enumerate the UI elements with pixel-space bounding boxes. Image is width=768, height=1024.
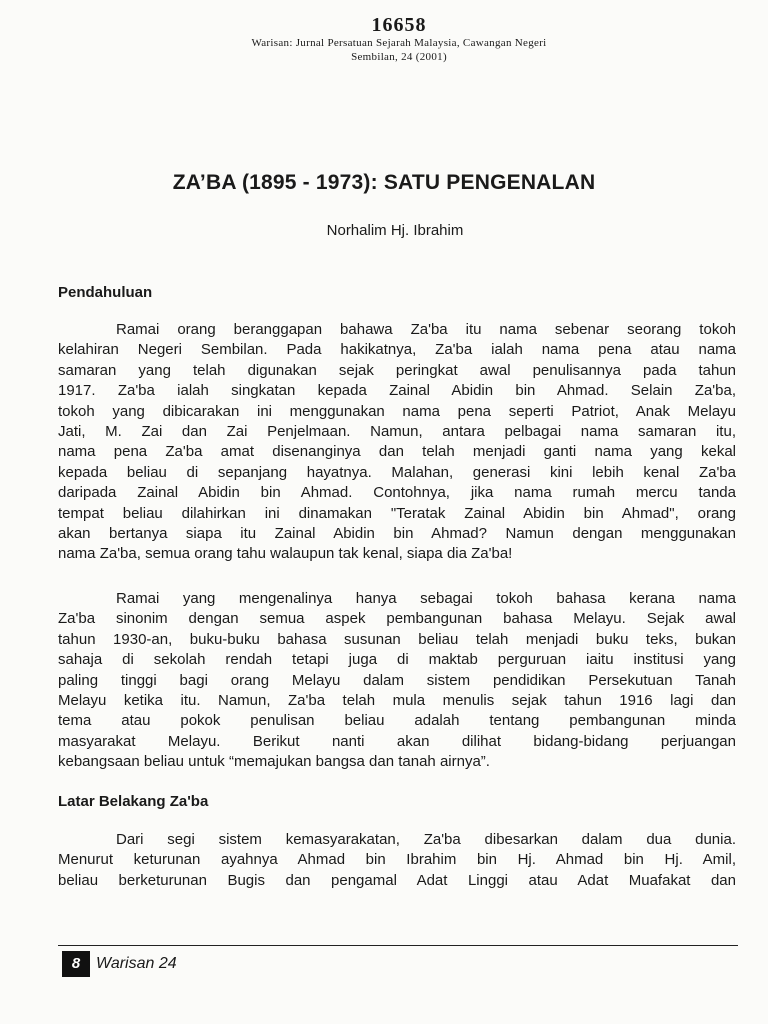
text-line: Ramai yang mengenalinya hanya sebagai tokoh bahasa kerana nama (116, 590, 736, 607)
page-number: 8 (62, 951, 90, 977)
text-line: paling tinggi bagi orang Melayu dalam sistem pendidikan Persekutuan Tanah (58, 671, 736, 689)
paragraph-2 (58, 589, 736, 773)
text-line: Jati, M. Zai dan Zai Penjelmaan. Namun, antara pelbagai nama samaran itu, (58, 423, 736, 441)
text-line: sahaja di sekolah rendah tetapi juga di maktab perguruan iaitu institusi yang (58, 651, 736, 669)
footer-rule (58, 945, 738, 946)
text-line: kebangsaan beliau untuk “memajukan bangsa dan tanah airnya”. (58, 753, 490, 771)
text-line: daripada Zainal Abidin bin Ahmad. Contohnya, jika nama rumah mercu tanda (58, 484, 736, 502)
paragraph-1 (58, 320, 736, 565)
text-line: kelahiran Negeri Sembilan. Pada hakikatnya, Za'ba ialah nama pena atau nama (58, 341, 736, 359)
running-header (0, 14, 768, 64)
text-line: tokoh yang dibicarakan ini menggunakan nama pena seperti Patriot, Anak Melayu (58, 402, 736, 420)
text-line: nama Za'ba, semua orang tahu walaupun tak kenal, siapa dia Za'ba! (58, 545, 513, 563)
text-line: nama pena Za'ba amat disenanginya dan telah menjadi ganti nama yang kekal (58, 443, 736, 461)
journal-citation-line2: Sembilan, 24 (2001) (351, 51, 447, 63)
text-line: 1917. Za'ba ialah singkatan kepada Zainal Abidin bin Ahmad. Selain Za'ba, (58, 382, 736, 400)
footer-label: Warisan 24 (96, 955, 177, 972)
section-heading-latar-belakang: Latar Belakang Za'ba (58, 793, 209, 810)
text-line: akan bertanya siapa itu Zainal Abidin bin Ahmad? Namun dengan menggunakan (58, 525, 736, 543)
article-title: ZA’BA (1895 - 1973): SATU PENGENALAN (172, 171, 596, 194)
text-line: Melayu ketika itu. Namun, Za'ba telah mula menulis sejak tahun 1916 lagi dan (58, 692, 736, 710)
text-line: tahun 1930-an, buku-buku bahasa susunan beliau telah menjadi buku teks, bukan (58, 630, 736, 648)
text-line: samaran yang telah digunakan sejak peringkat awal penulisannya pada tahun (58, 361, 736, 379)
text-line: tema atau pokok penulisan beliau adalah tentang pembangunan minda (58, 712, 736, 730)
text-line: Ramai orang beranggapan bahawa Za'ba itu nama sebenar seorang tokoh (116, 321, 736, 338)
section-heading-pendahuluan: Pendahuluan (58, 284, 153, 301)
article-author: Norhalim Hj. Ibrahim (326, 222, 464, 239)
text-line: beliau berketurunan Bugis dan pengamal Adat Linggi atau Adat Muafakat dan (58, 871, 736, 889)
paragraph-3 (58, 830, 736, 891)
text-line: Za'ba sinonim dengan semua aspek pembangunan bahasa Melayu. Sejak awal (58, 610, 736, 628)
journal-citation-line1: Warisan: Jurnal Persatuan Sejarah Malaysia, Cawangan Negeri (251, 37, 547, 49)
text-line: kepada beliau di sepanjang hayatnya. Malahan, generasi kini lebih kenal Za'ba (58, 463, 736, 481)
text-line: Dari segi sistem kemasyarakatan, Za'ba dibesarkan dalam dua dunia. (116, 831, 736, 848)
text-line: Menurut keturunan ayahnya Ahmad bin Ibrahim bin Hj. Ahmad bin Hj. Amil, (58, 851, 736, 869)
text-line: tempat beliau dilahirkan ini dinamakan "Teratak Zainal Abidin bin Ahmad", orang (58, 504, 736, 522)
document-number: 16658 (371, 14, 427, 36)
text-line: masyarakat Melayu. Berikut nanti akan dilihat bidang-bidang perjuangan (58, 732, 736, 750)
